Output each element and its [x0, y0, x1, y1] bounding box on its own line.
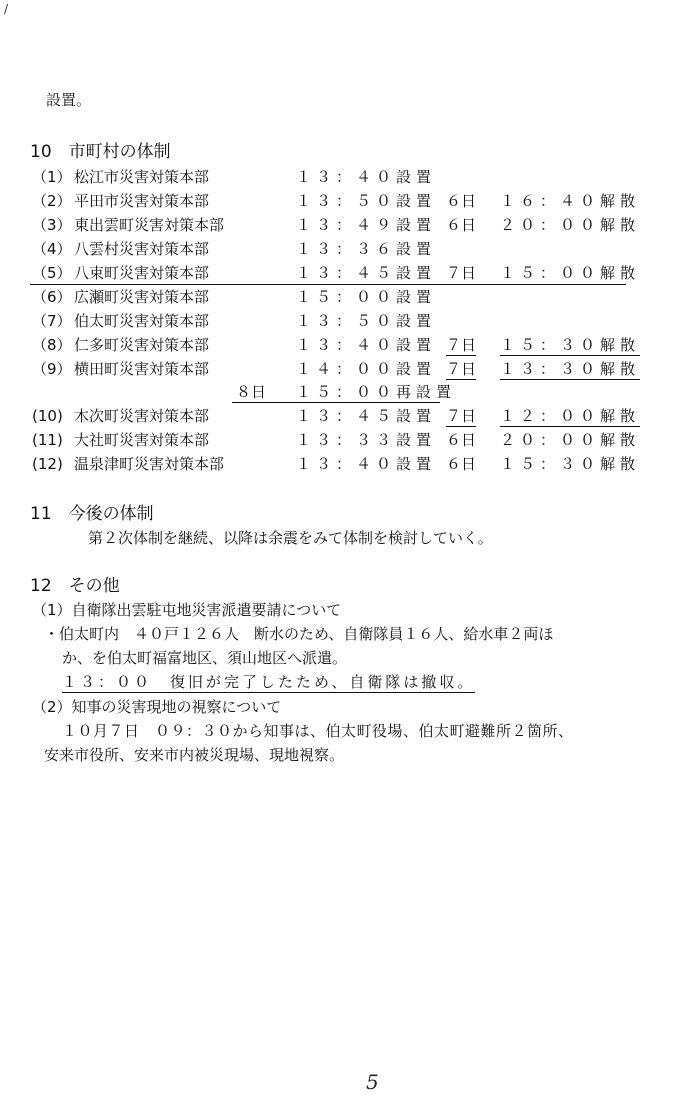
row-day: ７日 [446, 264, 477, 282]
row-number: （7） [32, 312, 72, 330]
row-dissolve: １５：００解散 [500, 264, 641, 282]
item-1-line-3: １３：００ 復旧が完了したため、自衛隊は撤収。 [62, 673, 476, 691]
row-name: 八雲村災害対策本部 [74, 240, 210, 258]
row-day: ７日 [446, 407, 477, 425]
item-1-line-1: ・伯太町内 ４０戸１２６人 断水のため、自衛隊員１６人、給水車２両ほ [44, 625, 554, 643]
resetup-day: ８日 [236, 383, 267, 401]
resetup-underline [232, 402, 440, 403]
row-setup: １３：５０設置 [296, 192, 437, 210]
row-name: 東出雲町災害対策本部 [74, 216, 225, 234]
row-number: (11) [32, 431, 63, 449]
row-day: ６日 [446, 455, 477, 473]
row-dissolve: １３：３０解散 [500, 360, 641, 378]
section-10-heading: 10 市町村の体制 [30, 142, 171, 162]
row-number: （1） [32, 168, 72, 186]
row-setup: １３：５０設置 [296, 312, 437, 330]
row-name: 松江市災害対策本部 [74, 168, 210, 186]
row-dissolve: １２：００解散 [500, 407, 641, 425]
row-setup: １３：３６設置 [296, 240, 437, 258]
row-divider [30, 284, 626, 285]
row-name: 温泉津町災害対策本部 [74, 455, 225, 473]
row-setup: １３：３３設置 [296, 431, 437, 449]
row-name: 木次町災害対策本部 [74, 407, 210, 425]
page-number: 5 [366, 1070, 379, 1094]
section-12-heading: 12 その他 [30, 576, 120, 596]
item-1-title: （1）自衛隊出雲駐屯地災害派遣要請について [32, 601, 342, 619]
row-setup: １３：４０設置 [296, 168, 437, 186]
row-day: ７日 [446, 336, 477, 354]
row-day: ６日 [446, 192, 477, 210]
row-setup: １４：００設置 [296, 360, 437, 378]
row-number: （2） [32, 192, 72, 210]
row-dissolve: １５：３０解散 [500, 336, 641, 354]
row-dissolve: ２０：００解散 [500, 216, 641, 234]
row-setup: １３：４０設置 [296, 455, 437, 473]
intro-text: 設置。 [46, 91, 92, 109]
row-number: （5） [32, 264, 72, 282]
row-setup: １５：００設置 [296, 288, 437, 306]
row-setup: １３：４９設置 [296, 216, 437, 234]
row-number: （3） [32, 216, 72, 234]
item-1-line-2: か、を伯太町福富地区、須山地区へ派遣。 [62, 649, 348, 667]
item-2-title: （2）知事の災害現地の視察について [32, 698, 282, 716]
row-setup: １３：４０設置 [296, 336, 437, 354]
item-2-line-1: １０月７日 ０９：３０から知事は、伯太町役場、伯太町避難所２箇所、 [62, 722, 574, 740]
row-number: （8） [32, 336, 72, 354]
row-dissolve: １５：３０解散 [500, 455, 641, 473]
section-11-heading: 11 今後の体制 [30, 504, 154, 524]
row-day: ７日 [446, 360, 477, 378]
row-name: 伯太町災害対策本部 [74, 312, 210, 330]
item-2-line-2: 安来市役所、安来市内被災現場、現地視察。 [44, 746, 345, 764]
row-day: ６日 [446, 431, 477, 449]
row-dissolve: ２０：００解散 [500, 431, 641, 449]
corner-mark: / [4, 2, 9, 16]
section-11-body: 第２次体制を継続、以降は余震をみて体制を検討していく。 [88, 529, 493, 547]
row-name: 広瀬町災害対策本部 [74, 288, 210, 306]
row-number: （4） [32, 240, 72, 258]
row-number: (12) [32, 455, 63, 473]
resetup-time: １５：００再設置 [296, 383, 457, 401]
row-day: ６日 [446, 216, 477, 234]
row-name: 八束町災害対策本部 [74, 264, 210, 282]
row-name: 平田市災害対策本部 [74, 192, 210, 210]
row-dissolve: １６：４０解散 [500, 192, 641, 210]
row-name: 大社町災害対策本部 [74, 431, 210, 449]
row-name: 仁多町災害対策本部 [74, 336, 210, 354]
row-setup: １３：４５設置 [296, 407, 437, 425]
row-number: (10) [32, 407, 63, 425]
row-number: （9） [32, 360, 72, 378]
row-number: （6） [32, 288, 72, 306]
row-setup: １３：４５設置 [296, 264, 437, 282]
row-name: 横田町災害対策本部 [74, 360, 210, 378]
